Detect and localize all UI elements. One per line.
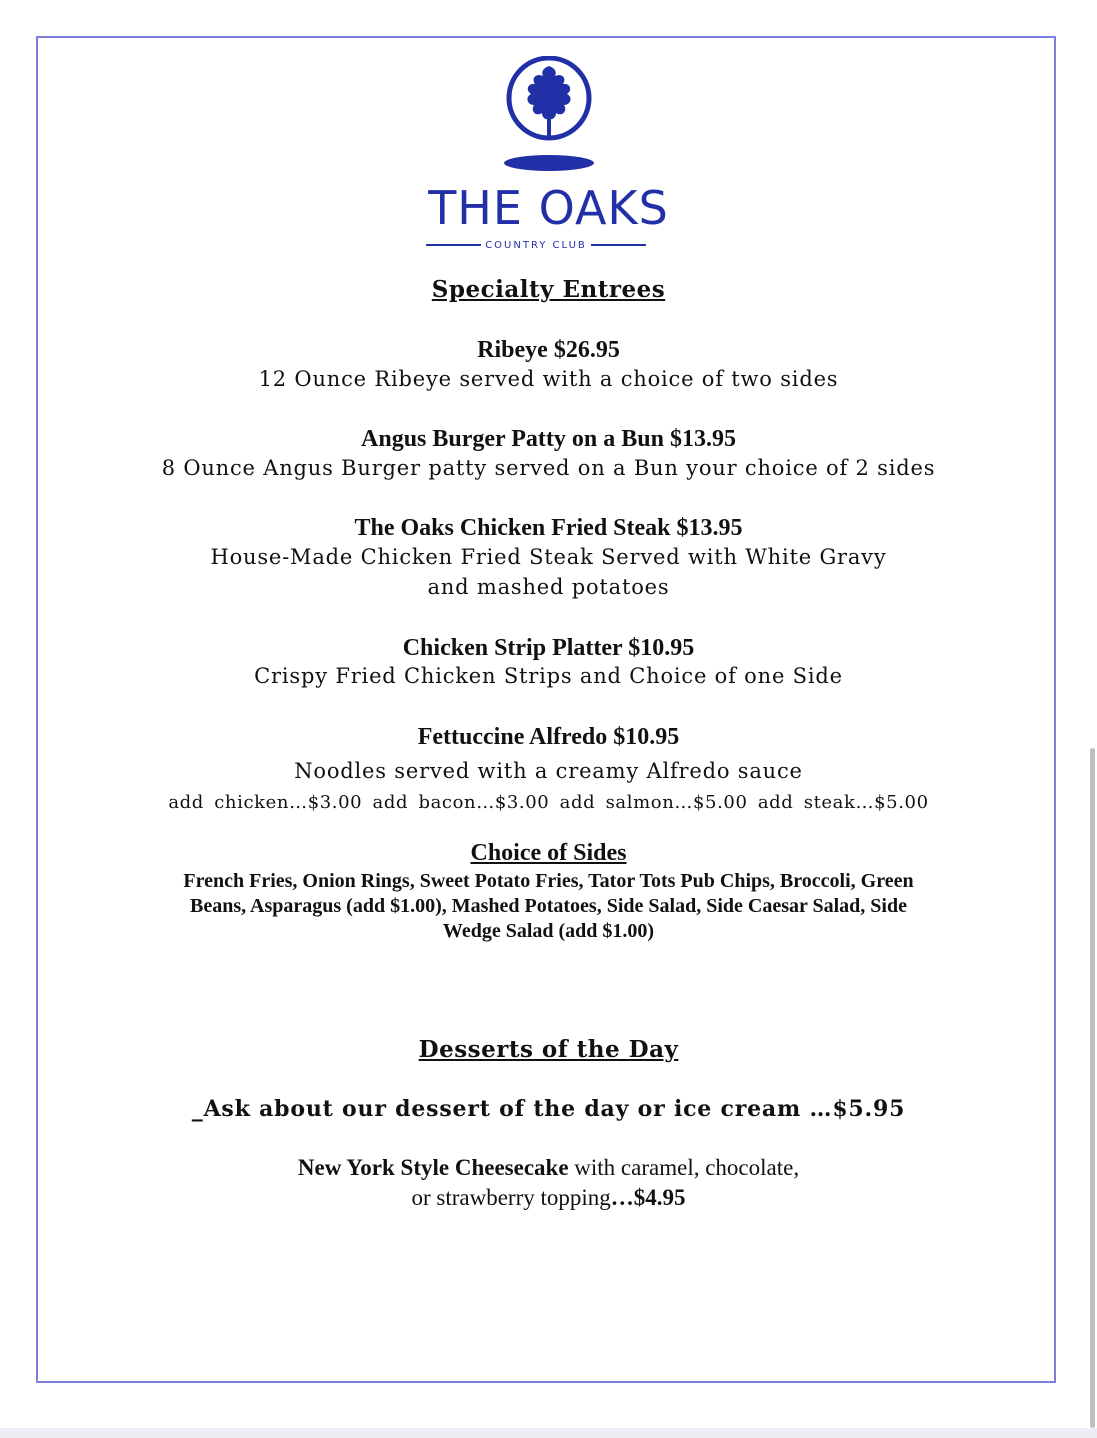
entree-title: Fettuccine Alfredo $10.95 [417, 724, 680, 750]
entree-description: Crispy Fried Chicken Strips and Choice of one Side [254, 664, 843, 688]
sides-line: Beans, Asparagus (add $1.00), Mashed Potatoes, Side Salad, Side Caesar Salad, Side [190, 895, 907, 917]
oaks-logo [0, 56, 1097, 176]
entree-title: Ribeye $26.95 [477, 337, 620, 363]
cheesecake-line-1 [0, 1155, 1097, 1181]
bottom-toolbar-strip [0, 1428, 1097, 1438]
sides-heading: Choice of Sides [470, 840, 627, 866]
sides-line: French Fries, Onion Rings, Sweet Potato Fries, Tator Tots Pub Chips, Broccoli, Green [183, 870, 914, 892]
brand-subtitle [422, 237, 650, 253]
entree-description: 12 Ounce Ribeye served with a choice of two sides [258, 367, 839, 391]
entree-description: Noodles served with a creamy Alfredo sauce [294, 759, 803, 783]
brand-rule-right [591, 244, 646, 246]
cheesecake-price: …$4.95 [610, 1185, 686, 1210]
sides-line: Wedge Salad (add $1.00) [442, 920, 655, 942]
cheesecake-line-2 [0, 1185, 1097, 1211]
brand-subtitle-text: COUNTRY CLUB [485, 239, 587, 251]
fettuccine-addons: add chicken…$3.00 add bacon…$3.00 add salmon…$5.00 add steak…$5.00 [168, 792, 929, 813]
cheesecake-name: New York Style Cheesecake [297, 1155, 569, 1180]
entree-description: and mashed potatoes [427, 575, 670, 599]
entree-description: House-Made Chicken Fried Steak Served with White Gravy [210, 545, 887, 569]
brand-rule-left [426, 244, 481, 246]
entree-title: Angus Burger Patty on a Bun $13.95 [361, 426, 736, 452]
desserts-heading: Desserts of the Day [418, 1036, 679, 1063]
entree-title: The Oaks Chicken Fried Steak $13.95 [354, 515, 743, 541]
entree-description: 8 Ounce Angus Burger patty served on a Bun your choice of 2 sides [161, 456, 936, 480]
cheesecake-desc-2: or strawberry topping [411, 1185, 611, 1210]
dessert-of-day: _Ask about our dessert of the day or ice cream …$5.95 [191, 1096, 906, 1122]
entrees-heading: Specialty Entrees [431, 276, 666, 303]
entree-title: Chicken Strip Platter $10.95 [402, 635, 695, 661]
cheesecake-desc-1: with caramel, chocolate, [568, 1155, 800, 1180]
oak-leaf-icon [494, 56, 604, 176]
brand-name: THE OAKS [428, 181, 669, 235]
